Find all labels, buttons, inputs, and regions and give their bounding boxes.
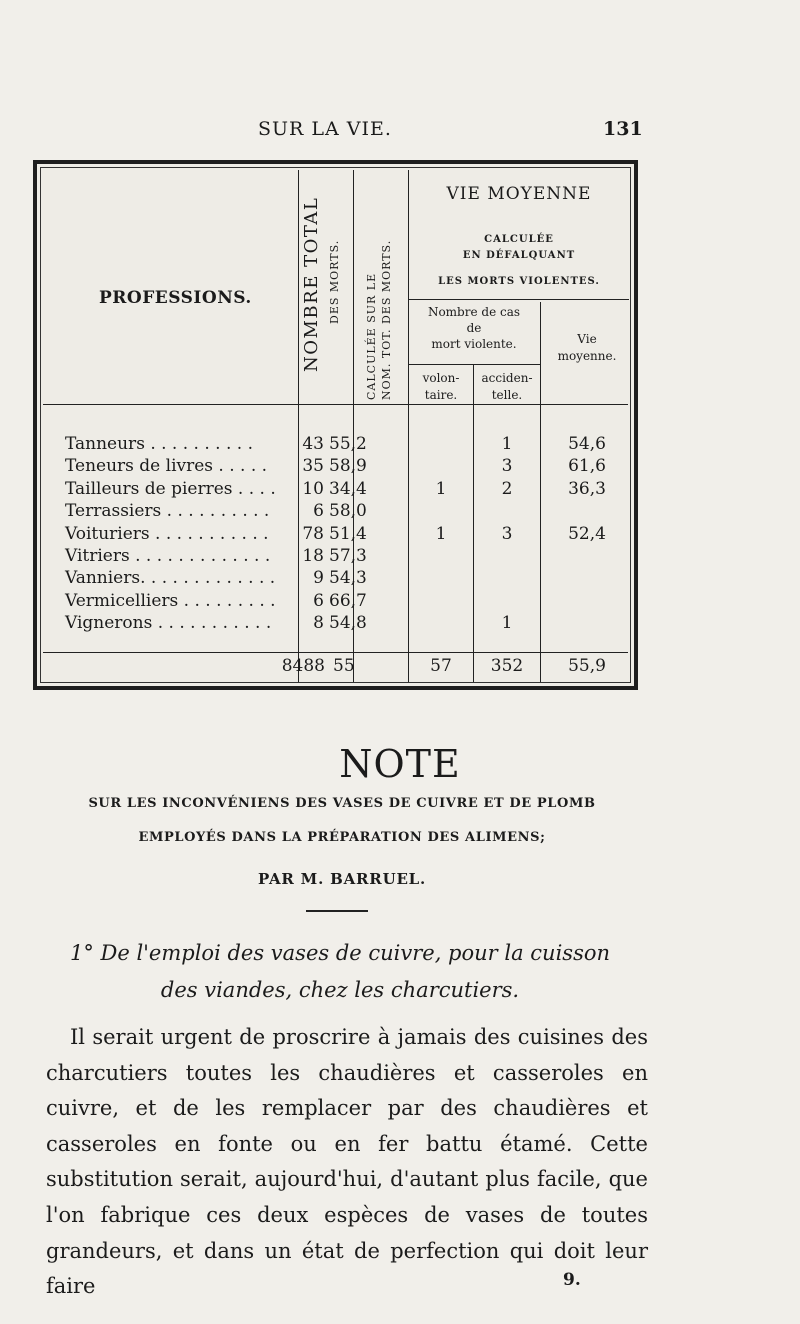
header-nombre-line3: mort violente. xyxy=(431,337,517,351)
row-calc: 51,4 xyxy=(329,523,367,544)
header-professions: PROFESSIONS. xyxy=(99,288,252,308)
row-profession: Terrassiers . . . . . . . . . . xyxy=(65,501,270,522)
rule-v-2 xyxy=(353,170,354,682)
header-nombre-cas xyxy=(409,304,539,352)
header-accid-line2: telle. xyxy=(491,388,523,402)
row-total: 78 xyxy=(302,523,324,544)
row-calc: 57,3 xyxy=(329,545,367,566)
row-calc: 58,9 xyxy=(329,456,367,477)
table-grid xyxy=(37,164,634,686)
running-head xyxy=(0,118,800,148)
note-title: NOTE xyxy=(339,742,461,786)
rule-totals-top xyxy=(43,652,628,653)
table-row xyxy=(37,568,634,590)
table-row xyxy=(37,501,634,523)
row-profession: Teneurs de livres . . . . . xyxy=(65,456,268,477)
rule-v-5 xyxy=(473,364,474,682)
table-row xyxy=(37,456,634,478)
note-subtitle-line2: EMPLOYÉS DANS LA PRÉPARATION DES ALIMENS; xyxy=(138,830,546,845)
header-calculee-line1: CALCULÉE xyxy=(484,234,554,245)
row-accidentelle: 3 xyxy=(501,456,513,477)
table-row xyxy=(37,524,634,546)
row-volontaire: 1 xyxy=(435,478,447,499)
header-accid-line1: acciden- xyxy=(481,371,533,385)
row-calc: 54,3 xyxy=(329,568,367,589)
totals-total: 8488 xyxy=(281,656,325,676)
row-calc: 54,8 xyxy=(329,613,367,634)
table-row xyxy=(37,591,634,613)
section-divider xyxy=(306,910,368,912)
table-row xyxy=(37,546,634,568)
row-profession: Tanneurs . . . . . . . . . . xyxy=(65,434,253,454)
mortality-table xyxy=(33,160,638,690)
header-total: NOMBRE TOTAL xyxy=(301,196,322,372)
row-profession: Voituriers . . . . . . . . . . . xyxy=(65,523,269,544)
header-vie-line1: Vie xyxy=(577,332,597,346)
row-profession: Vignerons . . . . . . . . . . . xyxy=(65,613,272,634)
row-profession: Tailleurs de pierres . . . . xyxy=(65,478,276,499)
header-calc-line2: NOM. TOT. DES MORTS. xyxy=(380,239,393,400)
note-author: PAR M. BARRUEL. xyxy=(257,870,427,888)
row-total: 43 xyxy=(302,434,324,454)
totals-vie: 55,9 xyxy=(568,656,606,676)
row-profession: Vermicelliers . . . . . . . . . xyxy=(65,590,276,611)
row-total: 8 xyxy=(313,613,324,634)
section-heading xyxy=(40,935,640,1009)
page-number: 131 xyxy=(603,118,643,140)
row-vie: 54,6 xyxy=(568,434,606,454)
table-row xyxy=(37,613,634,635)
table-totals-row xyxy=(37,656,634,680)
row-vie: 52,4 xyxy=(568,523,606,544)
rule-v-4 xyxy=(540,302,541,682)
table-rows xyxy=(37,434,634,636)
rule-v-3 xyxy=(408,170,409,682)
header-calculee-line2: EN DÉFALQUANT xyxy=(462,250,576,261)
header-vie-moyenne: VIE MOYENNE xyxy=(446,184,592,204)
header-volon-line2: taire. xyxy=(424,388,458,402)
header-vie-moyenne-col xyxy=(541,331,633,365)
table-row xyxy=(37,434,634,456)
rule-nombre-bottom xyxy=(409,364,540,365)
row-calc: 34,4 xyxy=(329,478,367,499)
row-total: 6 xyxy=(313,501,324,522)
row-accidentelle: 2 xyxy=(501,478,513,499)
row-vie: 61,6 xyxy=(568,456,606,477)
row-accidentelle: 1 xyxy=(501,613,513,634)
totals-volontaire: 57 xyxy=(430,656,452,676)
section-heading-line1: 1° De l'emploi des vases de cuivre, pour la cuisson xyxy=(69,941,611,965)
header-nombre-line2: de xyxy=(466,321,482,335)
running-head-title: SUR LA VIE. xyxy=(258,118,392,140)
header-vie-line2: moyenne. xyxy=(557,349,617,363)
row-accidentelle: 3 xyxy=(501,523,513,544)
body-paragraph-text: Il serait urgent de proscrire à jamais des cuisines des charcutiers toutes les chaudières et casseroles en cuivre, et de les remplacer par des chaudières et casseroles en fonte ou en fer battu étamé. Cette substitution serait, aujourd'hui, d'autant plus facile, que l'on fabrique ces deux espèces de vases de toutes grandeurs, et dans un état de perfection qui doit leur faire xyxy=(46,1025,648,1299)
header-volontaire xyxy=(409,370,473,404)
totals-accidentelle: 352 xyxy=(490,656,524,676)
rule-v-1 xyxy=(298,170,299,682)
row-total: 10 xyxy=(302,478,324,499)
header-nombre-line1: Nombre de cas xyxy=(427,305,521,319)
row-vie: 36,3 xyxy=(568,478,606,499)
row-profession: Vitriers . . . . . . . . . . . . . xyxy=(65,545,271,566)
row-accidentelle: 1 xyxy=(501,434,513,454)
row-calc: 58,0 xyxy=(329,501,367,522)
header-calc-line1: CALCULÉE SUR LE xyxy=(365,272,378,400)
body-paragraph xyxy=(46,1020,648,1305)
header-calculee xyxy=(409,232,629,264)
header-volon-line1: volon- xyxy=(422,371,460,385)
row-total: 6 xyxy=(313,590,324,611)
row-calc: 55,2 xyxy=(329,434,367,454)
totals-calc: 55 xyxy=(333,656,355,676)
row-volontaire: 1 xyxy=(435,523,447,544)
row-profession: Vanniers. . . . . . . . . . . . . xyxy=(65,568,276,589)
row-total: 18 xyxy=(302,545,324,566)
rule-calc-bottom xyxy=(409,299,629,300)
table-row xyxy=(37,479,634,501)
header-calculee-line3: LES MORTS VIOLENTES. xyxy=(438,276,600,287)
row-calc: 66,7 xyxy=(329,590,367,611)
signature-mark: 9. xyxy=(563,1270,581,1290)
note-subtitle-line1: SUR LES INCONVÉNIENS DES VASES DE CUIVRE ET DE PLOMB xyxy=(88,796,596,811)
section-heading-line2: des viandes, chez les charcutiers. xyxy=(160,978,520,1002)
row-total: 35 xyxy=(302,456,324,477)
header-total-sub: DES MORTS. xyxy=(328,239,341,324)
row-total: 9 xyxy=(313,568,324,589)
rule-header-bottom xyxy=(43,404,628,405)
header-accidentelle xyxy=(474,370,540,404)
